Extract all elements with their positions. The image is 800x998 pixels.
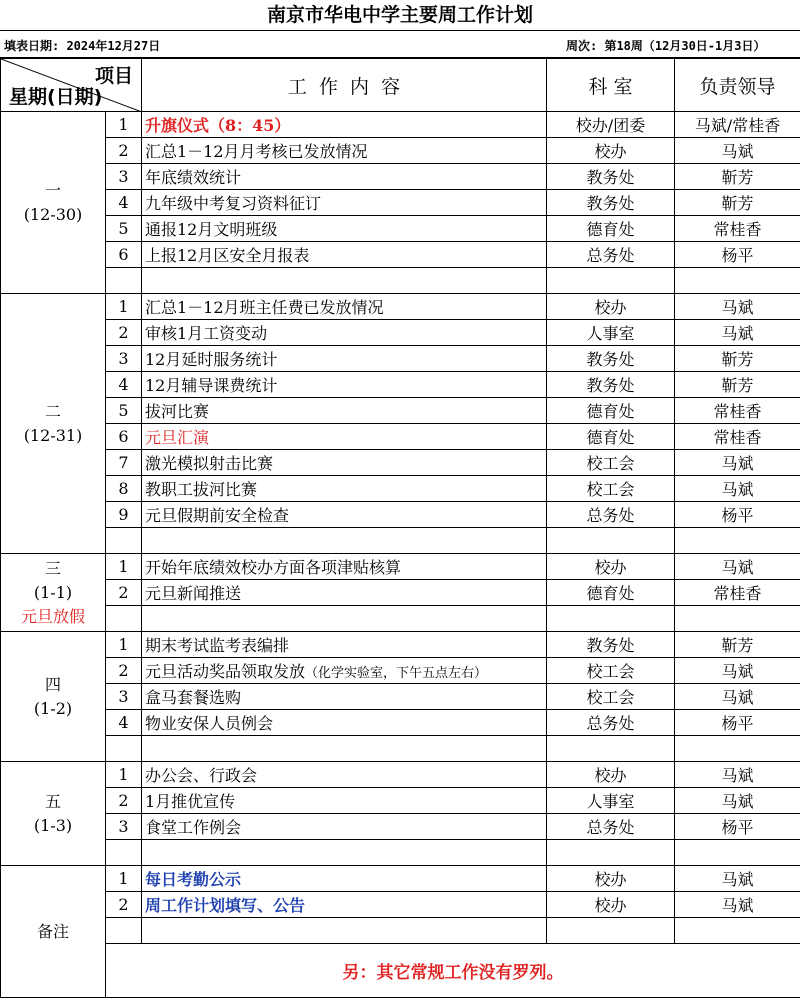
item-text: 九年级中考复习资料征订	[145, 194, 321, 213]
item-department: 人事室	[547, 320, 675, 346]
item-text: 12月延时服务统计	[145, 350, 277, 369]
table-row	[1, 866, 800, 892]
item-number: 3	[106, 164, 142, 190]
item-text: 激光模拟射击比赛	[145, 454, 273, 473]
item-content	[142, 450, 547, 476]
item-text: 元旦汇演	[145, 428, 209, 447]
item-content	[142, 814, 547, 840]
item-number: 9	[106, 502, 142, 528]
empty-cell	[106, 606, 142, 632]
item-leader: 马斌	[675, 762, 800, 788]
item-department: 总务处	[547, 242, 675, 268]
item-number: 1	[106, 762, 142, 788]
empty-row	[1, 268, 800, 294]
item-number: 4	[106, 710, 142, 736]
fill-date: 填表日期: 2024年12月27日	[4, 37, 160, 54]
item-number: 2	[106, 580, 142, 606]
item-number: 1	[106, 294, 142, 320]
empty-cell	[106, 736, 142, 762]
item-number: 4	[106, 190, 142, 216]
item-department: 德育处	[547, 398, 675, 424]
item-text: 开始年底绩效校办方面各项津贴核算	[145, 558, 401, 577]
header-content: 工 作 内 容	[142, 59, 547, 112]
item-leader: 靳芳	[675, 632, 800, 658]
item-number: 3	[106, 684, 142, 710]
item-department: 校办	[547, 892, 675, 918]
day-name: 四	[1, 673, 105, 697]
empty-cell	[675, 606, 800, 632]
item-text: 办公会、行政会	[145, 766, 257, 785]
item-content	[142, 112, 547, 138]
empty-row	[1, 918, 800, 944]
item-content	[142, 866, 547, 892]
item-leader: 马斌/常桂香	[675, 112, 800, 138]
item-content	[142, 502, 547, 528]
empty-cell	[547, 528, 675, 554]
table-row	[1, 164, 800, 190]
table-row	[1, 346, 800, 372]
item-content	[142, 762, 547, 788]
item-number: 8	[106, 476, 142, 502]
item-leader: 杨平	[675, 242, 800, 268]
item-content	[142, 164, 547, 190]
empty-row	[1, 840, 800, 866]
item-department: 总务处	[547, 502, 675, 528]
empty-row	[1, 736, 800, 762]
item-text: 期末考试监考表编排	[145, 636, 289, 655]
item-number: 2	[106, 788, 142, 814]
item-text: 元旦新闻推送	[145, 584, 241, 603]
item-content	[142, 580, 547, 606]
meta-bar	[0, 31, 800, 58]
item-content	[142, 398, 547, 424]
empty-cell	[142, 918, 547, 944]
item-department: 校办	[547, 138, 675, 164]
remarks-label: 备注	[1, 920, 105, 944]
item-department: 德育处	[547, 424, 675, 450]
item-leader: 杨平	[675, 502, 800, 528]
day-date: (12-30)	[1, 203, 105, 227]
day-date: (12-31)	[1, 424, 105, 448]
item-department: 校办	[547, 762, 675, 788]
item-content	[142, 424, 547, 450]
item-leader: 马斌	[675, 476, 800, 502]
day-name: 一	[1, 179, 105, 203]
item-leader: 常桂香	[675, 216, 800, 242]
item-content	[142, 372, 547, 398]
empty-cell	[142, 840, 547, 866]
item-leader: 常桂香	[675, 398, 800, 424]
item-leader: 马斌	[675, 658, 800, 684]
item-text: 元旦活动奖品领取发放	[145, 662, 305, 681]
empty-cell	[675, 528, 800, 554]
table-row	[1, 294, 800, 320]
item-number: 1	[106, 866, 142, 892]
item-text: 盒马套餐选购	[145, 688, 241, 707]
item-content	[142, 346, 547, 372]
header-lead: 负责领导	[675, 59, 800, 112]
empty-row	[1, 606, 800, 632]
item-content	[142, 892, 547, 918]
item-leader: 常桂香	[675, 580, 800, 606]
table-row	[1, 684, 800, 710]
table-row	[1, 320, 800, 346]
item-number: 1	[106, 554, 142, 580]
empty-cell	[106, 528, 142, 554]
work-plan-table	[0, 58, 800, 998]
table-row	[1, 710, 800, 736]
day-cell	[1, 632, 106, 762]
empty-cell	[675, 840, 800, 866]
item-leader: 马斌	[675, 450, 800, 476]
table-row	[1, 788, 800, 814]
item-text: 物业安保人员例会	[145, 714, 273, 733]
day-date: (1-3)	[1, 814, 105, 838]
item-leader: 常桂香	[675, 424, 800, 450]
empty-cell	[547, 918, 675, 944]
table-row	[1, 658, 800, 684]
item-leader: 马斌	[675, 294, 800, 320]
remarks-cell	[1, 866, 106, 998]
table-row	[1, 372, 800, 398]
item-department: 校办	[547, 294, 675, 320]
item-text: 教职工拔河比赛	[145, 480, 257, 499]
item-number: 3	[106, 814, 142, 840]
item-number: 7	[106, 450, 142, 476]
item-leader: 马斌	[675, 684, 800, 710]
day-cell	[1, 554, 106, 632]
item-department: 校办	[547, 554, 675, 580]
item-text: 12月辅导课费统计	[145, 376, 277, 395]
item-number: 5	[106, 398, 142, 424]
item-text: 元旦假期前安全检查	[145, 506, 289, 525]
item-text: 1月推优宣传	[145, 792, 235, 811]
table-row	[1, 502, 800, 528]
table-row	[1, 216, 800, 242]
item-department: 校工会	[547, 476, 675, 502]
item-department: 校工会	[547, 450, 675, 476]
empty-cell	[547, 606, 675, 632]
item-text: 食堂工作例会	[145, 818, 241, 837]
item-department: 教务处	[547, 632, 675, 658]
table-row	[1, 424, 800, 450]
item-content	[142, 658, 547, 684]
table-row	[1, 632, 800, 658]
item-number: 2	[106, 892, 142, 918]
header-dept: 科 室	[547, 59, 675, 112]
table-row	[1, 476, 800, 502]
footer-row	[1, 944, 800, 998]
item-department: 德育处	[547, 580, 675, 606]
item-number: 5	[106, 216, 142, 242]
item-department: 校工会	[547, 684, 675, 710]
item-number: 1	[106, 112, 142, 138]
item-content	[142, 632, 547, 658]
item-department: 校办/团委	[547, 112, 675, 138]
item-number: 2	[106, 138, 142, 164]
item-department: 总务处	[547, 710, 675, 736]
empty-cell	[675, 268, 800, 294]
table-row	[1, 190, 800, 216]
corner-header	[1, 59, 142, 112]
item-department: 总务处	[547, 814, 675, 840]
empty-cell	[106, 918, 142, 944]
empty-cell	[547, 268, 675, 294]
empty-cell	[106, 268, 142, 294]
item-content	[142, 138, 547, 164]
item-department: 教务处	[547, 190, 675, 216]
item-department: 教务处	[547, 164, 675, 190]
item-content	[142, 554, 547, 580]
item-text: 通报12月文明班级	[145, 220, 277, 239]
item-leader: 杨平	[675, 814, 800, 840]
item-content	[142, 476, 547, 502]
item-department: 校工会	[547, 658, 675, 684]
item-number: 4	[106, 372, 142, 398]
corner-top-label: 项目	[95, 61, 133, 88]
footer-note: 另：其它常规工作没有罗列。	[106, 944, 800, 998]
holiday-label: 元旦放假	[1, 605, 105, 629]
item-note: （化学实验室，下午五点左右）	[305, 666, 487, 681]
table-row	[1, 892, 800, 918]
empty-cell	[547, 736, 675, 762]
corner-bottom-label: 星期(日期)	[9, 82, 102, 109]
item-leader: 杨平	[675, 710, 800, 736]
table-row	[1, 398, 800, 424]
empty-cell	[142, 606, 547, 632]
item-department: 德育处	[547, 216, 675, 242]
item-content	[142, 216, 547, 242]
item-leader: 靳芳	[675, 164, 800, 190]
day-date: (1-1)	[1, 581, 105, 605]
header-row	[1, 59, 800, 112]
item-text: 拔河比赛	[145, 402, 209, 421]
day-name: 五	[1, 790, 105, 814]
empty-cell	[547, 840, 675, 866]
item-content	[142, 242, 547, 268]
item-number: 3	[106, 346, 142, 372]
item-number: 1	[106, 632, 142, 658]
item-number: 2	[106, 658, 142, 684]
day-cell	[1, 762, 106, 866]
item-number: 2	[106, 320, 142, 346]
item-text: 年底绩效统计	[145, 168, 241, 187]
item-department: 人事室	[547, 788, 675, 814]
day-date: (1-2)	[1, 697, 105, 721]
item-text: 每日考勤公示	[145, 870, 241, 889]
item-content	[142, 320, 547, 346]
day-cell	[1, 112, 106, 294]
item-leader: 靳芳	[675, 190, 800, 216]
item-leader: 马斌	[675, 554, 800, 580]
item-content	[142, 788, 547, 814]
week-info: 周次: 第18周（12月30日-1月3日）	[566, 37, 765, 54]
item-leader: 马斌	[675, 138, 800, 164]
item-leader: 马斌	[675, 892, 800, 918]
table-row	[1, 762, 800, 788]
table-row	[1, 814, 800, 840]
item-text: 周工作计划填写、公告	[145, 896, 305, 915]
empty-cell	[142, 528, 547, 554]
item-department: 教务处	[547, 372, 675, 398]
item-text: 上报12月区安全月报表	[145, 246, 309, 265]
item-text: 汇总1－12月班主任费已发放情况	[145, 298, 384, 317]
item-content	[142, 710, 547, 736]
table-row	[1, 138, 800, 164]
empty-cell	[142, 268, 547, 294]
empty-cell	[675, 736, 800, 762]
item-leader: 马斌	[675, 788, 800, 814]
page-title: 南京市华电中学主要周工作计划	[0, 0, 800, 31]
item-content	[142, 684, 547, 710]
table-row	[1, 242, 800, 268]
item-department: 校办	[547, 866, 675, 892]
day-name: 三	[1, 557, 105, 581]
empty-cell	[675, 918, 800, 944]
item-content	[142, 190, 547, 216]
day-name: 二	[1, 400, 105, 424]
item-leader: 马斌	[675, 866, 800, 892]
item-text: 审核1月工资变动	[145, 324, 267, 343]
empty-cell	[106, 840, 142, 866]
day-cell	[1, 294, 106, 554]
item-department: 教务处	[547, 346, 675, 372]
item-content	[142, 294, 547, 320]
item-number: 6	[106, 424, 142, 450]
item-text: 升旗仪式（8：45）	[145, 116, 290, 135]
item-number: 6	[106, 242, 142, 268]
item-text: 汇总1－12月月考核已发放情况	[145, 142, 368, 161]
table-row	[1, 450, 800, 476]
item-leader: 靳芳	[675, 372, 800, 398]
empty-cell	[142, 736, 547, 762]
table-row	[1, 112, 800, 138]
empty-row	[1, 528, 800, 554]
item-leader: 马斌	[675, 320, 800, 346]
table-row	[1, 554, 800, 580]
item-leader: 靳芳	[675, 346, 800, 372]
table-row	[1, 580, 800, 606]
